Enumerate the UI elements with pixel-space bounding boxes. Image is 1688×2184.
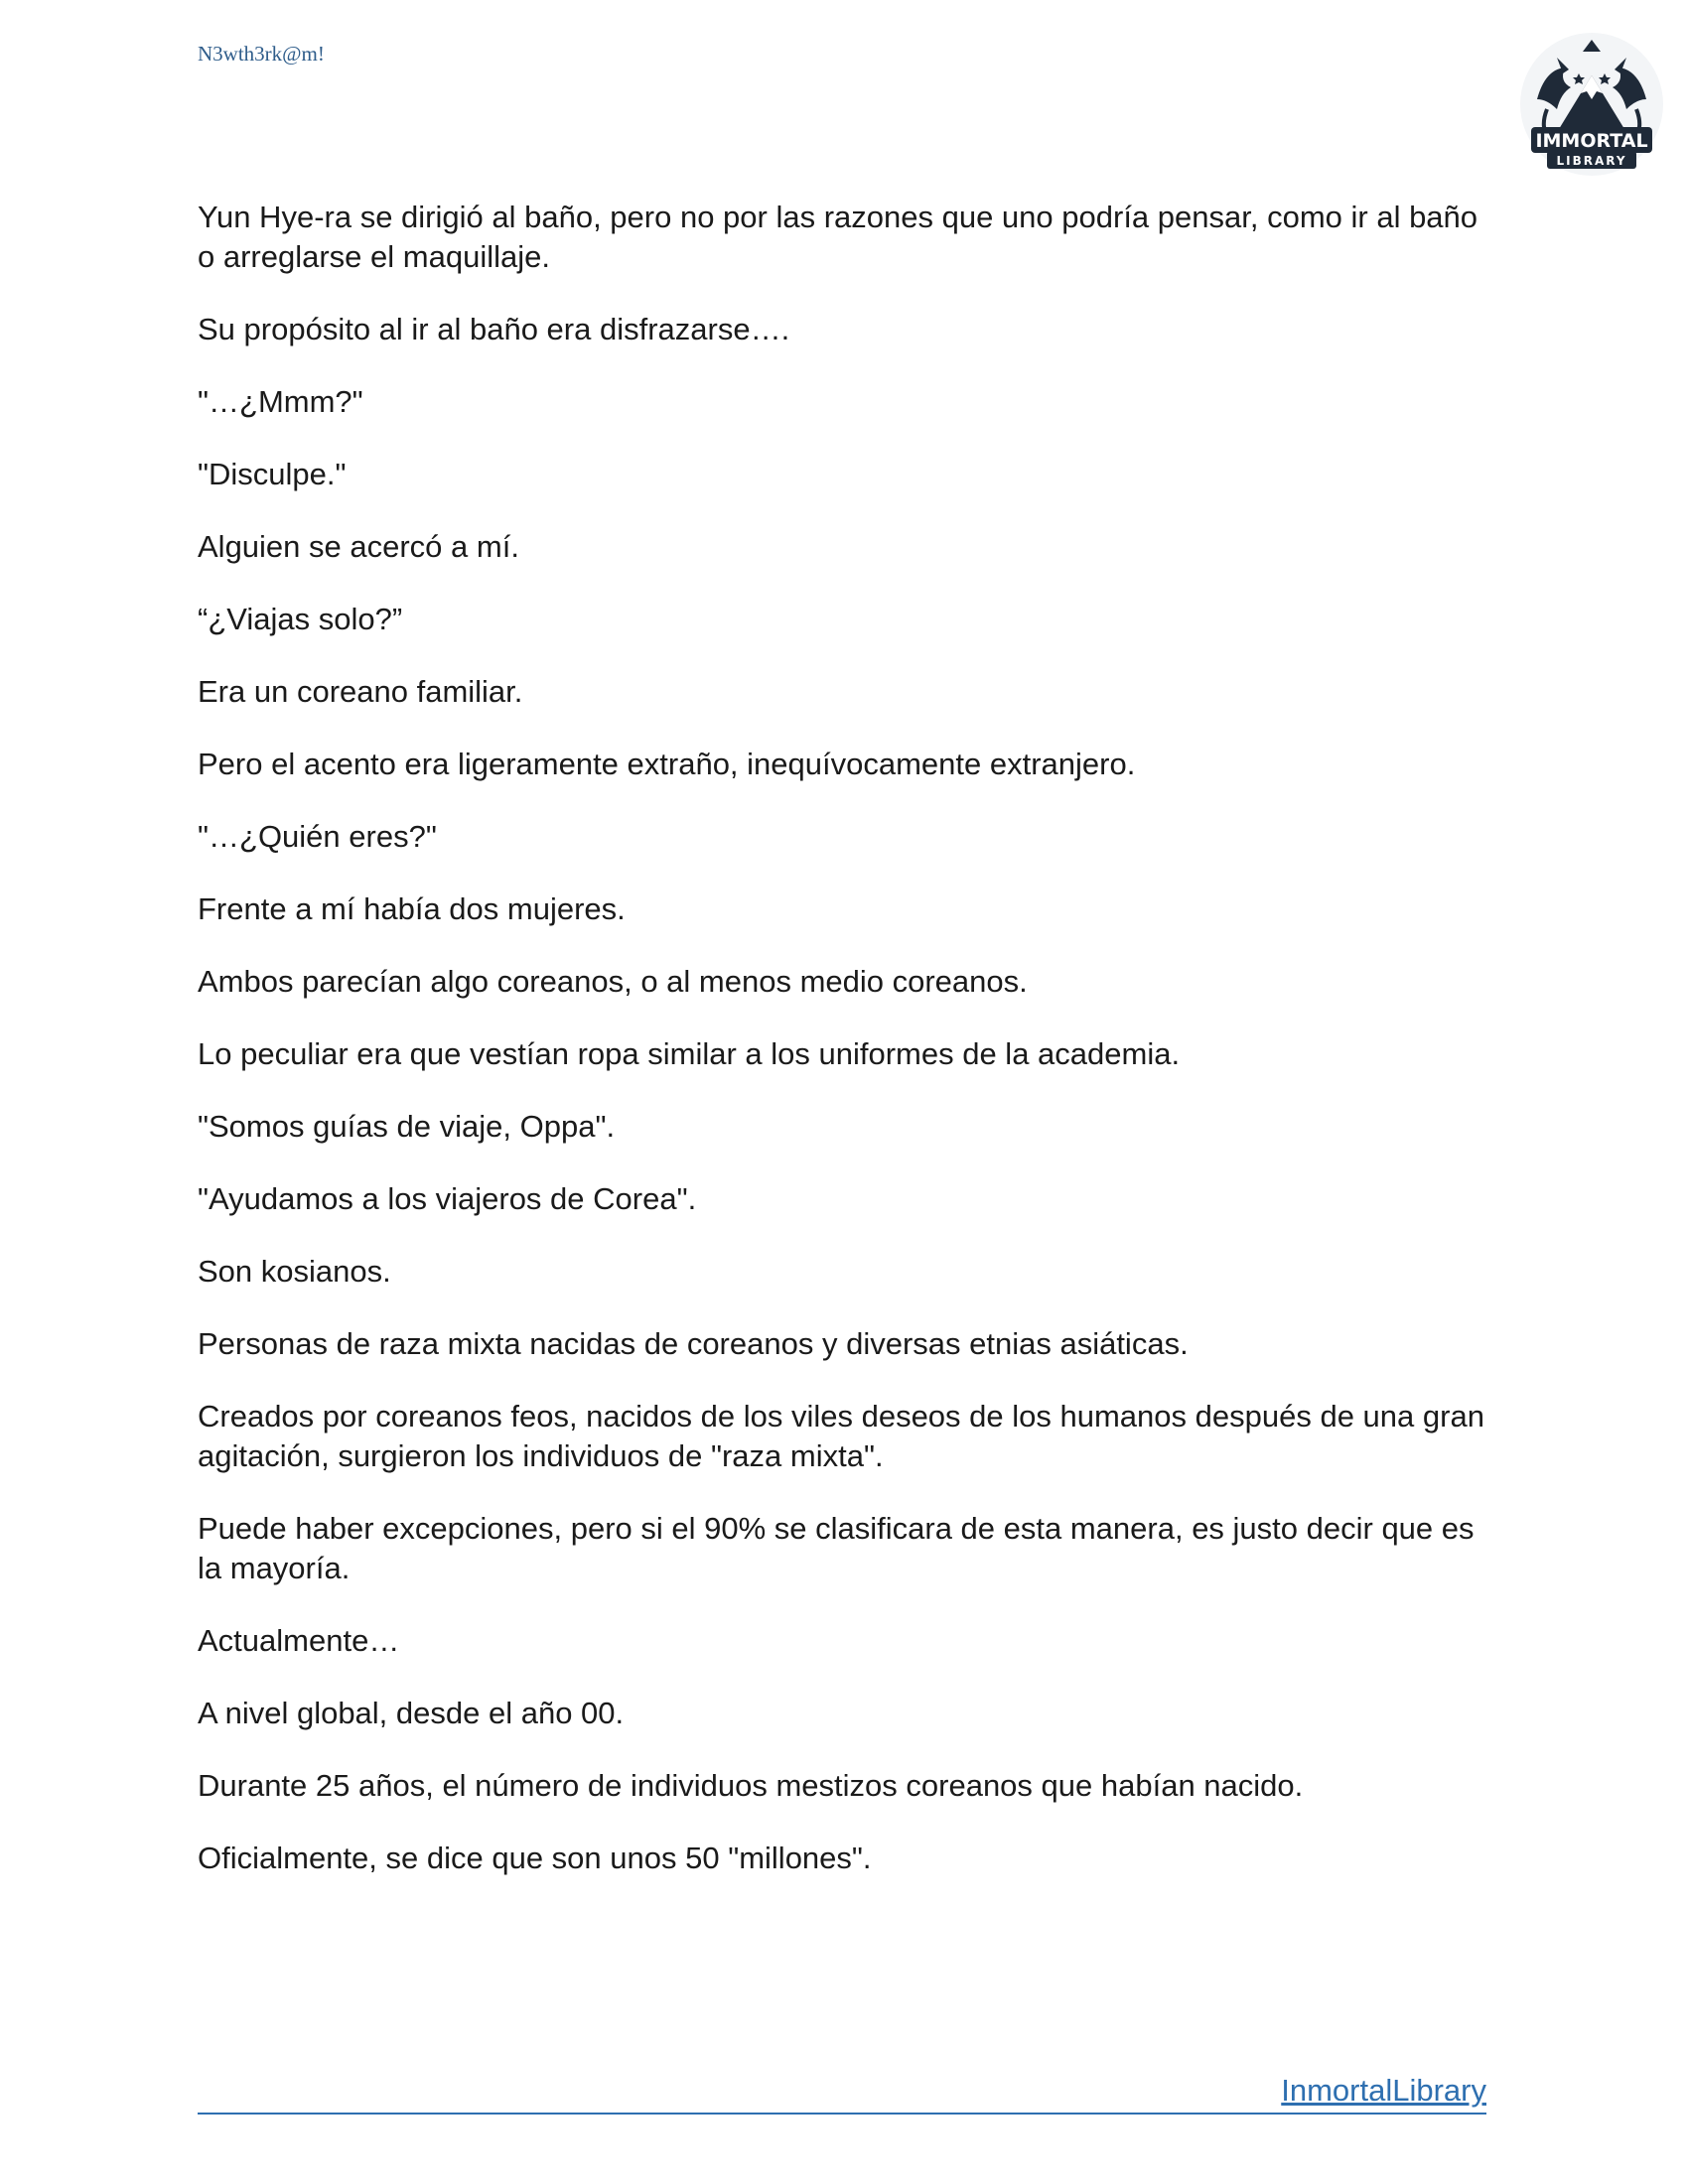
paragraph: "…¿Quién eres?": [198, 819, 437, 854]
paragraph: Frente a mí había dos mujeres.: [198, 891, 626, 926]
paragraph: Puede haber excepciones, pero si el 90% se clasificara de esta manera, es justo decir que es la mayoría.: [198, 1511, 1475, 1585]
paragraph: “¿Viajas solo?”: [198, 602, 403, 636]
chapter-text: [198, 198, 1488, 1911]
paragraph: Pero el acento era ligeramente extraño, inequívocamente extranjero.: [198, 747, 1136, 781]
paragraph: Actualmente…: [198, 1623, 400, 1658]
logo-text-library: LIBRARY: [1556, 154, 1627, 168]
paragraph: Personas de raza mixta nacidas de coreanos y diversas etnias asiáticas.: [198, 1326, 1189, 1361]
footer-link[interactable]: InmortalLibrary: [1281, 2073, 1486, 2108]
immortal-library-logo-icon: [1517, 30, 1666, 179]
paragraph: Oficialmente, se dice que son unos 50 "millones".: [198, 1841, 872, 1875]
paragraph: Alguien se acercó a mí.: [198, 529, 519, 564]
paragraph: Era un coreano familiar.: [198, 674, 523, 709]
paragraph: "Disculpe.": [198, 457, 347, 491]
paragraph: Ambos parecían algo coreanos, o al menos medio coreanos.: [198, 964, 1028, 999]
paragraph: Su propósito al ir al baño era disfrazarse….: [198, 312, 790, 346]
footer-divider: [198, 2113, 1486, 2115]
paragraph: A nivel global, desde el año 00.: [198, 1696, 625, 1730]
paragraph: Yun Hye-ra se dirigió al baño, pero no por las razones que uno podría pensar, como ir al baño o arreglarse el maquillaje.: [198, 200, 1478, 274]
paragraph: "Ayudamos a los viajeros de Corea".: [198, 1181, 697, 1216]
header-watermark: N3wth3rk@m!: [198, 42, 325, 66]
paragraph: Son kosianos.: [198, 1254, 391, 1289]
paragraph: Durante 25 años, el número de individuos mestizos coreanos que habían nacido.: [198, 1768, 1304, 1803]
paragraph: "Somos guías de viaje, Oppa".: [198, 1109, 616, 1144]
logo-text-immortal: IMMORTAL: [1535, 130, 1648, 152]
paragraph: "…¿Mmm?": [198, 384, 363, 419]
paragraph: Lo peculiar era que vestían ropa similar a los uniformes de la academia.: [198, 1036, 1181, 1071]
paragraph: Creados por coreanos feos, nacidos de los viles deseos de los humanos después de una gran agitación, surgieron los individuos de "raza mixta".: [198, 1399, 1484, 1473]
